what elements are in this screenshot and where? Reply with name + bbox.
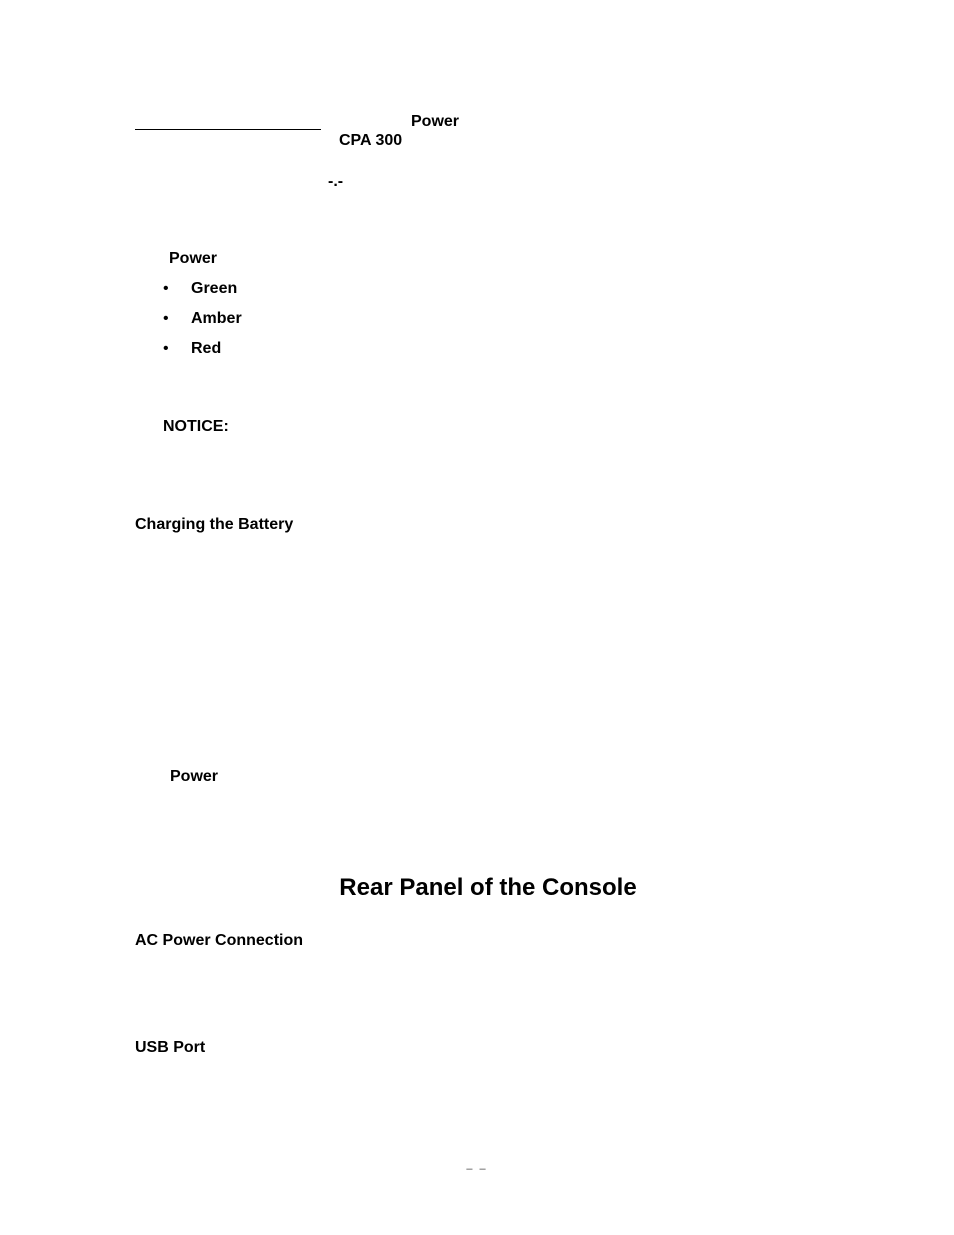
indicator-color-red: Red [191, 340, 222, 357]
bullet-icon: • [163, 280, 169, 297]
header-model-label: CPA 300 [339, 132, 403, 149]
bullet-icon: • [163, 310, 169, 327]
ac-power-heading: AC Power Connection [135, 932, 304, 949]
signature-rule [135, 129, 321, 130]
charging-power-label: Power [170, 768, 219, 785]
rear-panel-title: Rear Panel of the Console [339, 874, 637, 901]
power-indicator-title: Power [169, 250, 218, 267]
header-power-label: Power [411, 113, 460, 130]
header-separator: -.- [328, 173, 344, 190]
indicator-color-amber: Amber [191, 310, 242, 327]
bullet-icon: • [163, 340, 169, 357]
page-number-marker: – – [466, 1163, 488, 1175]
indicator-color-green: Green [191, 280, 238, 297]
notice-label: NOTICE: [163, 418, 229, 435]
charging-heading: Charging the Battery [135, 516, 294, 533]
usb-port-heading: USB Port [135, 1039, 206, 1056]
